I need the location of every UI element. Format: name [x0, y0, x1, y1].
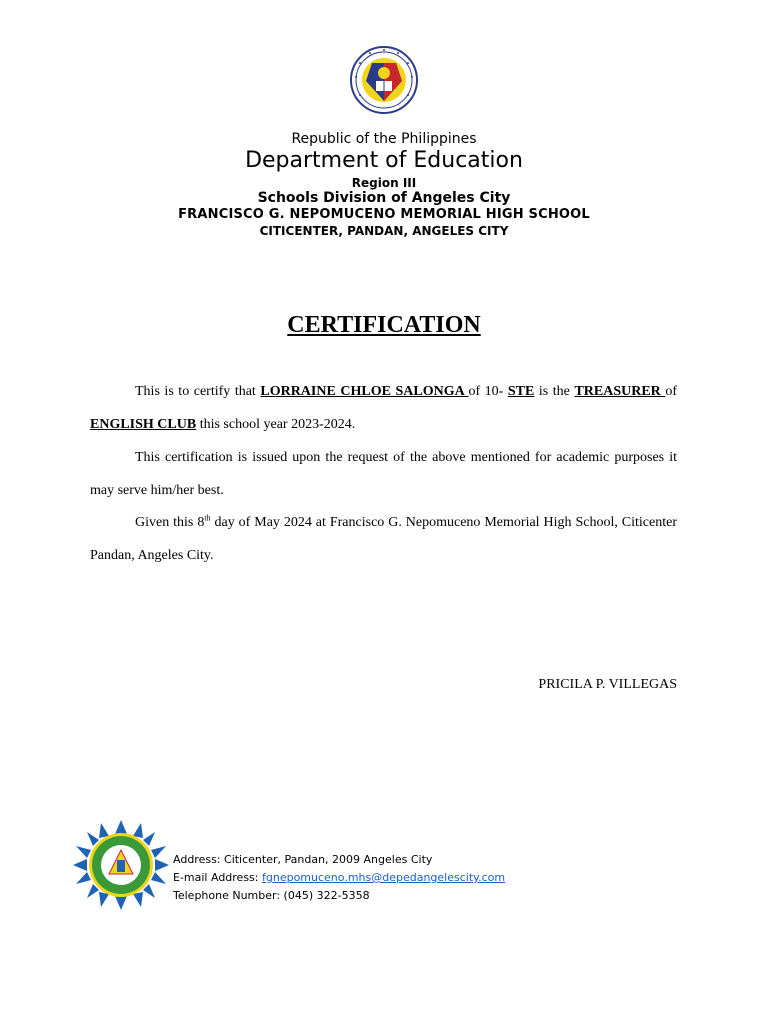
text-segment: of	[665, 384, 678, 399]
school-logo-icon	[73, 820, 169, 910]
document-title: CERTIFICATION	[287, 312, 481, 338]
ordinal-suffix: th	[204, 513, 211, 523]
certification-paragraph-2	[90, 441, 677, 507]
header-republic: Republic of the Philippines	[291, 131, 477, 147]
student-name: LORRAINE CHLOE SALONGA	[260, 384, 469, 399]
footer-address: Address: Citicenter, Pandan, 2009 Angeles City	[173, 853, 433, 866]
section-name: STE	[507, 384, 535, 399]
text-segment: of 10-	[468, 384, 508, 399]
text-segment: This certification is issued upon the request of the above mentioned for academic purposes it may serve him/her best.	[90, 450, 677, 498]
text-segment: this school year 2023-2024.	[196, 417, 356, 432]
header-division: Schools Division of Angeles City	[257, 190, 511, 206]
header-region: Region III	[351, 176, 417, 190]
position-name: TREASURER	[574, 384, 666, 399]
signatory-name: PRICILA P. VILLEGAS	[538, 677, 677, 692]
header-school-name: FRANCISCO G. NEPOMUCENO MEMORIAL HIGH SCHOOL	[178, 207, 590, 222]
header-department: Department of Education	[245, 148, 523, 173]
footer-telephone: Telephone Number: (045) 322-5358	[173, 889, 370, 902]
text-segment: Given this 8	[135, 515, 205, 530]
email-link[interactable]: fgnepomuceno.mhs@depedangelescity.com	[262, 871, 506, 884]
certification-paragraph-1	[90, 375, 677, 441]
footer-email	[173, 871, 505, 884]
text-segment: This is to certify that	[135, 384, 261, 399]
deped-seal-icon	[350, 45, 418, 115]
email-label: E-mail Address:	[173, 871, 262, 884]
club-name: ENGLISH CLUB	[90, 417, 197, 432]
header-school-address: CITICENTER, PANDAN, ANGELES CITY	[259, 224, 509, 238]
text-segment: is the	[534, 384, 575, 399]
text-segment: day of May 2024 at Francisco G. Nepomuceno Memorial High School, Citicenter Pandan, Angeles City.	[90, 515, 677, 563]
certification-paragraph-3	[90, 506, 677, 572]
